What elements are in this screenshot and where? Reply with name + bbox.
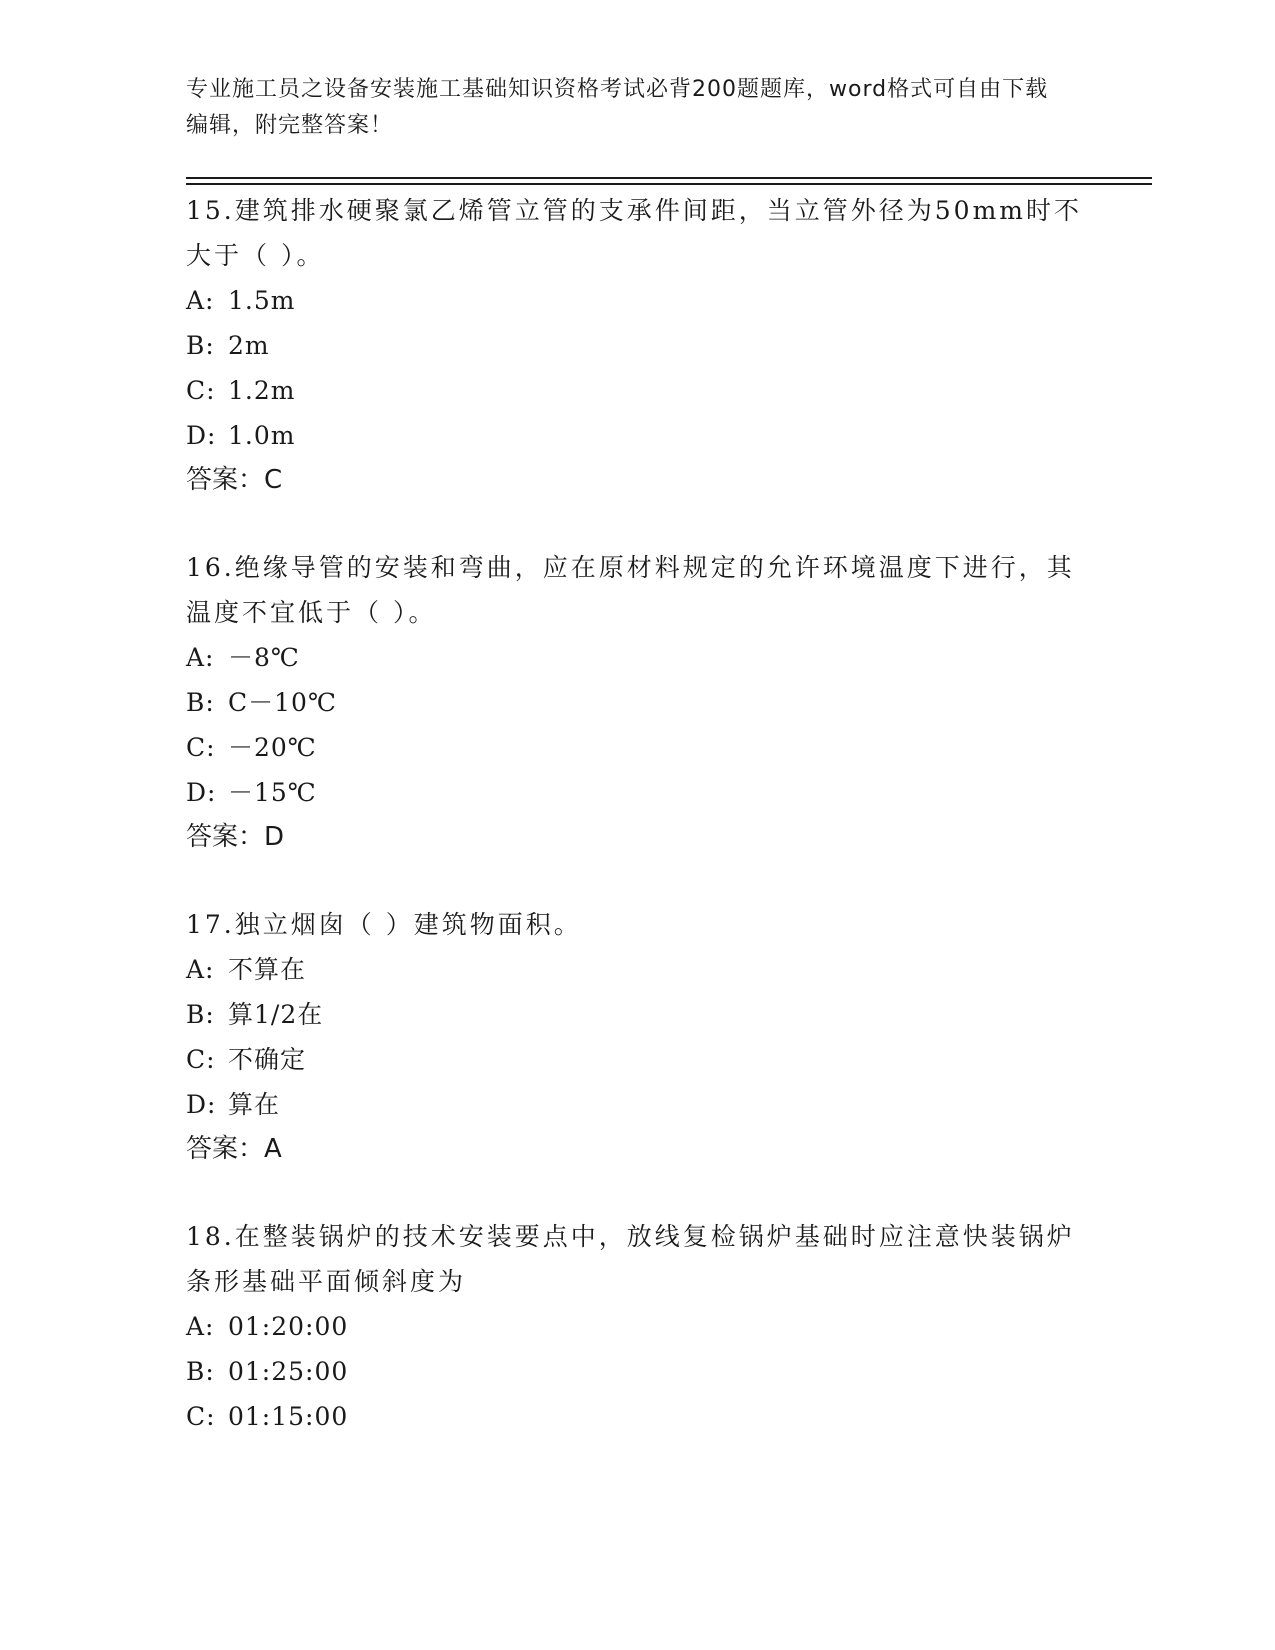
option-text: 01:25:00 bbox=[228, 1357, 349, 1386]
question-stem: 16.绝缘导管的安装和弯曲，应在原材料规定的允许环境温度下进行，其温度不宜低于（ ）。 bbox=[186, 553, 1075, 627]
header-divider-bottom bbox=[186, 183, 1152, 185]
option-text: C－10℃ bbox=[228, 688, 337, 717]
option-a bbox=[186, 947, 1086, 992]
option-text: 01:15:00 bbox=[228, 1402, 349, 1431]
option-text: 01:20:00 bbox=[228, 1312, 349, 1341]
option-letter: A: bbox=[186, 643, 215, 672]
option-c bbox=[186, 368, 1086, 413]
option-text: 算在 bbox=[228, 1090, 281, 1119]
question-18 bbox=[186, 1214, 1086, 1439]
option-letter: C: bbox=[186, 376, 216, 405]
document-header: 专业施工员之设备安装施工基础知识资格考试必背200题题库，word格式可自由下载编辑，附完整答案！ bbox=[186, 77, 1049, 138]
answer-line: 答案：A bbox=[186, 1134, 282, 1164]
option-letter: D: bbox=[186, 1090, 217, 1119]
option-c bbox=[186, 725, 1086, 770]
option-a bbox=[186, 1304, 1086, 1349]
option-letter: B: bbox=[186, 331, 215, 360]
answer-line: 答案：D bbox=[186, 822, 285, 852]
header-divider-top bbox=[186, 177, 1152, 179]
option-text: 不算在 bbox=[228, 955, 307, 984]
question-15 bbox=[186, 188, 1086, 503]
option-a bbox=[186, 278, 1086, 323]
option-text: 1.5m bbox=[228, 286, 296, 315]
question-stem: 17.独立烟囱（ ）建筑物面积。 bbox=[186, 910, 582, 939]
option-a bbox=[186, 635, 1086, 680]
option-letter: B: bbox=[186, 688, 215, 717]
option-c bbox=[186, 1394, 1086, 1439]
option-b bbox=[186, 323, 1086, 368]
option-d bbox=[186, 770, 1086, 815]
question-spacer bbox=[186, 1172, 1086, 1214]
question-16 bbox=[186, 545, 1086, 860]
option-letter: C: bbox=[186, 733, 216, 762]
option-letter: B: bbox=[186, 1000, 215, 1029]
option-letter: A: bbox=[186, 286, 215, 315]
option-c bbox=[186, 1037, 1086, 1082]
option-text: －15℃ bbox=[228, 778, 317, 807]
option-b bbox=[186, 680, 1086, 725]
option-letter: B: bbox=[186, 1357, 215, 1386]
option-text: 1.2m bbox=[228, 376, 296, 405]
option-text: 不确定 bbox=[228, 1045, 307, 1074]
option-letter: A: bbox=[186, 1312, 215, 1341]
question-spacer bbox=[186, 503, 1086, 545]
answer-line: 答案：C bbox=[186, 465, 283, 495]
option-text: 2m bbox=[228, 331, 270, 360]
question-stem: 15.建筑排水硬聚氯乙烯管立管的支承件间距，当立管外径为50mm时不大于（ ）。 bbox=[186, 196, 1082, 270]
option-d bbox=[186, 413, 1086, 458]
option-letter: C: bbox=[186, 1402, 216, 1431]
option-text: －8℃ bbox=[228, 643, 300, 672]
option-text: 1.0m bbox=[228, 421, 296, 450]
question-list bbox=[186, 188, 1086, 1439]
option-letter: A: bbox=[186, 955, 215, 984]
question-stem: 18.在整装锅炉的技术安装要点中，放线复检锅炉基础时应注意快装锅炉条形基础平面倾斜度为 bbox=[186, 1222, 1075, 1296]
option-letter: D: bbox=[186, 421, 217, 450]
option-letter: D: bbox=[186, 778, 217, 807]
question-17 bbox=[186, 902, 1086, 1172]
option-d bbox=[186, 1082, 1086, 1127]
option-b bbox=[186, 992, 1086, 1037]
option-text: 算1/2在 bbox=[228, 1000, 324, 1029]
question-spacer bbox=[186, 860, 1086, 902]
option-letter: C: bbox=[186, 1045, 216, 1074]
option-b bbox=[186, 1349, 1086, 1394]
option-text: －20℃ bbox=[228, 733, 317, 762]
